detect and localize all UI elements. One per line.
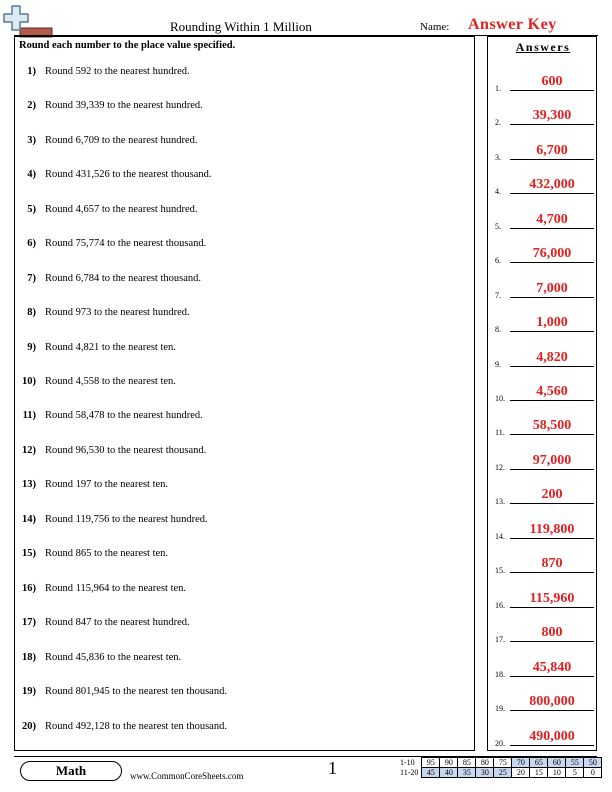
answer-line: [510, 469, 594, 470]
question-item: [0, 66, 470, 86]
answer-number: 9.: [495, 360, 501, 369]
score-cell: 85: [458, 758, 476, 768]
answer-item: [492, 242, 598, 266]
answer-value: 600: [541, 74, 563, 89]
question-text: Round 801,945 to the nearest ten thousand.: [45, 686, 227, 697]
answer-item: [492, 518, 598, 542]
answer-item: [492, 552, 598, 576]
answer-line: [510, 124, 594, 125]
question-text: Round 4,657 to the nearest hundred.: [45, 204, 198, 215]
answer-number: 1.: [495, 84, 501, 93]
answer-line: [510, 90, 594, 91]
page-number: 1: [328, 758, 337, 778]
score-cell: 0: [584, 768, 602, 778]
score-cell: 55: [566, 758, 584, 768]
question-number: 10): [22, 376, 36, 387]
answer-item: [492, 690, 598, 714]
answer-value: 432,000: [529, 177, 575, 192]
answer-line: [510, 745, 594, 746]
answer-value: 1,000: [536, 315, 568, 330]
question-number: 11): [22, 410, 36, 421]
answer-value: 115,960: [529, 591, 575, 606]
question-text: Round 865 to the nearest ten.: [45, 548, 169, 559]
answer-number: 6.: [495, 256, 501, 265]
instructions: Round each number to the place value specified.: [19, 40, 236, 51]
answer-number: 19.: [495, 704, 505, 713]
question-text: Round 197 to the nearest ten.: [45, 479, 169, 490]
question-number: 2): [27, 100, 36, 111]
answer-value: 490,000: [529, 729, 575, 744]
answer-number: 4.: [495, 187, 501, 196]
answer-item: [492, 725, 598, 749]
answer-item: [492, 277, 598, 301]
question-text: Round 592 to the nearest hundred.: [45, 66, 190, 77]
answer-item: [492, 208, 598, 232]
answer-value: 4,820: [536, 350, 568, 365]
answer-line: [510, 641, 594, 642]
answer-number: 15.: [495, 566, 505, 575]
score-table: [398, 757, 602, 778]
question-number: 7): [27, 273, 36, 284]
answer-value: 800,000: [529, 694, 575, 709]
score-row: [398, 768, 602, 778]
score-cell: 40: [440, 768, 458, 778]
question-number: 9): [27, 342, 36, 353]
question-number: 5): [27, 204, 36, 215]
question-number: 3): [27, 135, 36, 146]
answer-line: [510, 503, 594, 504]
answer-number: 13.: [495, 497, 505, 506]
question-item: [0, 204, 470, 224]
question-item: [0, 721, 470, 741]
question-text: Round 96,530 to the nearest thousand.: [45, 445, 207, 456]
question-item: [0, 238, 470, 258]
answer-value: 119,800: [529, 522, 575, 537]
answer-column-divider: [474, 36, 488, 751]
question-number: 1): [27, 66, 36, 77]
score-cell: 80: [476, 758, 494, 768]
answer-value: 58,500: [532, 418, 572, 433]
answer-item: [492, 104, 598, 128]
score-cell: 75: [494, 758, 512, 768]
answer-item: [492, 449, 598, 473]
score-row-label: 1-10: [400, 758, 415, 767]
answer-line: [510, 159, 594, 160]
answer-line: [510, 297, 594, 298]
question-item: [0, 169, 470, 189]
answer-number: 18.: [495, 670, 505, 679]
question-number: 16): [22, 583, 36, 594]
answer-line: [510, 400, 594, 401]
question-text: Round 115,964 to the nearest ten.: [45, 583, 187, 594]
score-cell: 35: [458, 768, 476, 778]
answer-value: 800: [541, 625, 563, 640]
answer-value: 39,300: [532, 108, 572, 123]
answer-item: [492, 621, 598, 645]
answer-item: [492, 346, 598, 370]
page-footer: [0, 752, 612, 792]
answer-number: 7.: [495, 291, 501, 300]
worksheet-title: Rounding Within 1 Million: [170, 19, 312, 34]
score-cell: 25: [494, 768, 512, 778]
score-row: [398, 758, 602, 768]
answer-line: [510, 331, 594, 332]
answer-value: 45,840: [532, 660, 572, 675]
answer-number: 3.: [495, 153, 501, 162]
score-cell: 90: [440, 758, 458, 768]
question-text: Round 431,526 to the nearest thousand.: [45, 169, 212, 180]
score-row-label: 11-20: [400, 768, 419, 777]
answer-line: [510, 676, 594, 677]
answer-value: 97,000: [532, 453, 572, 468]
question-number: 18): [22, 652, 36, 663]
website-link[interactable]: www.CommonCoreSheets.com: [130, 771, 244, 781]
answer-value: 6,700: [536, 143, 568, 158]
question-text: Round 6,709 to the nearest hundred.: [45, 135, 198, 146]
question-text: Round 492,128 to the nearest ten thousand.: [45, 721, 227, 732]
answer-value: 870: [541, 556, 563, 571]
answer-line: [510, 262, 594, 263]
answer-key-label: Answer Key: [468, 16, 557, 33]
question-item: [0, 100, 470, 120]
question-item: [0, 307, 470, 327]
answer-item: [492, 380, 598, 404]
question-number: 15): [22, 548, 36, 559]
question-text: Round 119,756 to the nearest hundred.: [45, 514, 208, 525]
question-item: [0, 342, 470, 362]
plus-logo-icon: [2, 4, 54, 38]
question-text: Round 58,478 to the nearest hundred.: [45, 410, 203, 421]
page-header: [0, 0, 612, 40]
question-item: [0, 686, 470, 706]
name-label: Name:: [420, 21, 450, 33]
answer-number: 5.: [495, 222, 501, 231]
question-item: [0, 652, 470, 672]
question-item: [0, 410, 470, 430]
answer-item: [492, 656, 598, 680]
question-number: 19): [22, 686, 36, 697]
answer-line: [510, 572, 594, 573]
math-badge: Math: [20, 761, 122, 781]
answer-number: 20.: [495, 739, 505, 748]
score-cell: 5: [566, 768, 584, 778]
answer-number: 12.: [495, 463, 505, 472]
question-text: Round 847 to the nearest hundred.: [45, 617, 190, 628]
question-item: [0, 273, 470, 293]
answer-line: [510, 434, 594, 435]
question-number: 20): [22, 721, 36, 732]
answer-item: [492, 139, 598, 163]
answer-value: 7,000: [536, 281, 568, 296]
score-cell: 45: [422, 768, 440, 778]
question-item: [0, 583, 470, 603]
answer-number: 16.: [495, 601, 505, 610]
score-cell: 20: [512, 768, 530, 778]
answer-line: [510, 366, 594, 367]
answer-number: 10.: [495, 394, 505, 403]
answer-line: [510, 607, 594, 608]
answers-heading: [488, 40, 598, 55]
question-text: Round 45,836 to the nearest ten.: [45, 652, 182, 663]
score-cell: 70: [512, 758, 530, 768]
answer-item: [492, 311, 598, 335]
score-cell: 10: [548, 768, 566, 778]
question-text: Round 973 to the nearest hundred.: [45, 307, 190, 318]
answer-item: [492, 587, 598, 611]
answer-number: 17.: [495, 635, 505, 644]
question-text: Round 4,558 to the nearest ten.: [45, 376, 176, 387]
question-number: 6): [27, 238, 36, 249]
question-item: [0, 548, 470, 568]
question-item: [0, 445, 470, 465]
answer-number: 2.: [495, 118, 501, 127]
question-number: 8): [27, 307, 36, 318]
question-item: [0, 479, 470, 499]
question-text: Round 39,339 to the nearest hundred.: [45, 100, 203, 111]
answer-value: 200: [541, 487, 563, 502]
answer-value: 76,000: [532, 246, 572, 261]
answer-number: 11.: [495, 428, 505, 437]
question-text: Round 75,774 to the nearest thousand.: [45, 238, 207, 249]
answer-line: [510, 538, 594, 539]
answers-heading-text: Answers: [515, 40, 571, 54]
score-cell: 50: [584, 758, 602, 768]
answer-line: [510, 193, 594, 194]
question-number: 12): [22, 445, 36, 456]
score-cell: 95: [422, 758, 440, 768]
score-cell: 30: [476, 768, 494, 778]
question-number: 13): [22, 479, 36, 490]
score-cell: 60: [548, 758, 566, 768]
question-text: Round 6,784 to the nearest thousand.: [45, 273, 202, 284]
answer-item: [492, 70, 598, 94]
answer-line: [510, 228, 594, 229]
question-number: 4): [27, 169, 36, 180]
score-cell: 65: [530, 758, 548, 768]
answer-value: 4,700: [536, 212, 568, 227]
score-cell: 15: [530, 768, 548, 778]
answer-number: 8.: [495, 325, 501, 334]
answer-number: 14.: [495, 532, 505, 541]
question-item: [0, 617, 470, 637]
answer-line: [510, 710, 594, 711]
answer-item: [492, 414, 598, 438]
question-item: [0, 376, 470, 396]
answer-item: [492, 483, 598, 507]
question-item: [0, 514, 470, 534]
question-number: 14): [22, 514, 36, 525]
answer-value: 4,560: [536, 384, 568, 399]
question-item: [0, 135, 470, 155]
answer-item: [492, 173, 598, 197]
question-number: 17): [22, 617, 36, 628]
question-text: Round 4,821 to the nearest ten.: [45, 342, 176, 353]
